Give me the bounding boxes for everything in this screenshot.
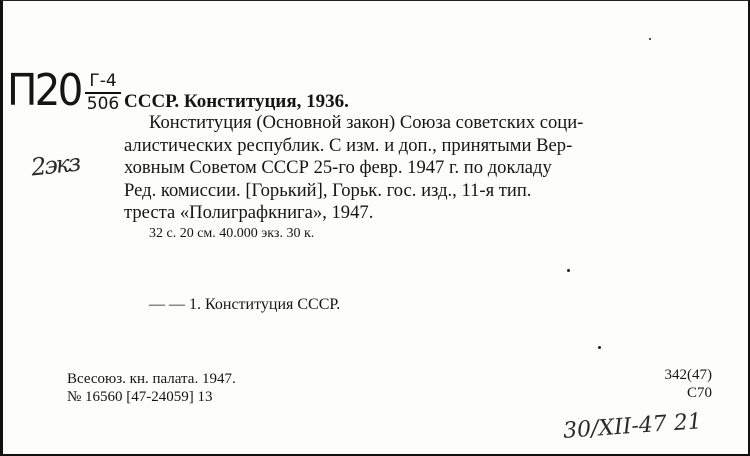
description-line-5: треста «Полиграфкнига», 1947. (124, 202, 374, 223)
dust-speck (567, 269, 570, 272)
subject-entry: — — 1. Конституция СССР. (149, 296, 341, 313)
handwritten-copies-note: 2экз (29, 148, 81, 182)
description-line-4: Ред. комиссии. [Горький], Горьк. гос. изд., 11-я тип. (124, 180, 532, 201)
book-chamber-line: Всесоюз. кн. палата. 1947. (67, 371, 236, 387)
physical-description: 32 с. 20 см. 40.000 экз. 30 к. (149, 226, 315, 241)
description-line-3: ховным Советом СССР 25-го февр. 1947 г. по докладу (124, 157, 552, 178)
shelf-fraction-bottom: 506 (86, 94, 120, 114)
classification-index: 342(47) (664, 367, 712, 383)
entry-heading: СССР. Конституция, 1936. (124, 91, 349, 112)
dust-speck (649, 38, 651, 40)
dust-speck (598, 346, 601, 349)
registration-number: № 16560 [47-24059] 13 (67, 389, 213, 405)
shelf-fraction (85, 73, 121, 113)
shelf-fraction-top: Г-4 (85, 73, 121, 94)
description-line-1: Конституция (Основной закон) Союза советских соци- (149, 112, 584, 133)
author-mark: С70 (686, 385, 712, 401)
handwritten-date-note: 30/XII-47 21 (562, 409, 703, 444)
shelf-mark: П20 (7, 65, 81, 116)
description-line-2: алистических республик. С изм. и доп., принятыми Вер- (124, 135, 573, 156)
